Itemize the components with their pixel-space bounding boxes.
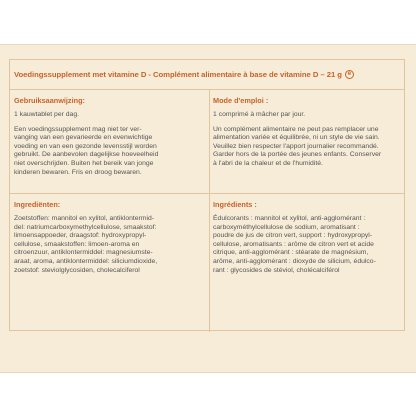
nl-usage-dose: 1 kauwtablet per dag. bbox=[14, 111, 79, 118]
label-header bbox=[10, 60, 404, 90]
fr-usage-dose: 1 comprimé à mâcher par jour. bbox=[213, 111, 306, 118]
column-divider bbox=[209, 90, 210, 332]
nl-usage-heading: Gebruiksaanwijzing: bbox=[14, 96, 85, 105]
label-frame bbox=[9, 59, 405, 331]
fr-ingredients-heading: Ingrédients : bbox=[213, 200, 257, 209]
fr-ingredients-text: Édulcorants : mannitol et xylitol, anti-agglomérant : carboxyméthylcellulose de sodium, aromatisant : poudre de jus de citron vert, support : hydroxypropyl- cellulose, aromatisants : arôme de citron vert et acide citrique, anti-agglomérant : stéarate de magnésium, arôme, anti-agglomérant : dioxyde de silicium, édulco- rant : glycosides de stéviol, cholécalciférol bbox=[213, 215, 376, 274]
nl-ingredients-section bbox=[14, 194, 204, 281]
dutch-column bbox=[14, 90, 204, 274]
nl-usage-text: Een voedingssupplement mag niet ter ver- vanging van een gevarieerde en evenwichtige voeding en van een gezonde levensstijl worden gebruikt. De aanbevolen dagelijkse hoeveelheid niet overschrijden. Buiten het bereik van jonge kinderen bewaren. Fris en droog bewaren. bbox=[14, 125, 159, 176]
e-mark-icon: e bbox=[345, 70, 354, 79]
fr-usage-heading: Mode d'emploi : bbox=[213, 96, 269, 105]
nl-ingredients-heading: Ingrediënten: bbox=[14, 200, 61, 209]
fr-usage-text: Un complément alimentaire ne peut pas remplacer une alimentation variée et équilibrée, ni un style de vie sain. Veuillez bien respecter l'apport journalier recommandé. Garder hors de la portée des jeunes enfants. Conserver à l'abri de la chaleur et de l'humidité. bbox=[213, 125, 382, 167]
fr-ingredients-section bbox=[213, 194, 403, 281]
nl-ingredients-text: Zoetstoffen: mannitol en xylitol, antiklontermid- del: natriumcarboxymethylcellulose, smaakstof: limoensappoeder, draagstof: hydroxypropyl- cellulose, smaakstoffen: limoen-aroma en citroenzuur, antiklontermiddel: magnesiumste- araat, aroma, antiklontermiddel: siliciumdioxide, zoetstof: steviolglycosiden, cholecalciferol bbox=[14, 215, 158, 274]
product-title: Voedingssupplement met vitamine D - Complément alimentaire à base de vitamine D – 21 g bbox=[14, 70, 342, 79]
french-column bbox=[213, 90, 403, 274]
